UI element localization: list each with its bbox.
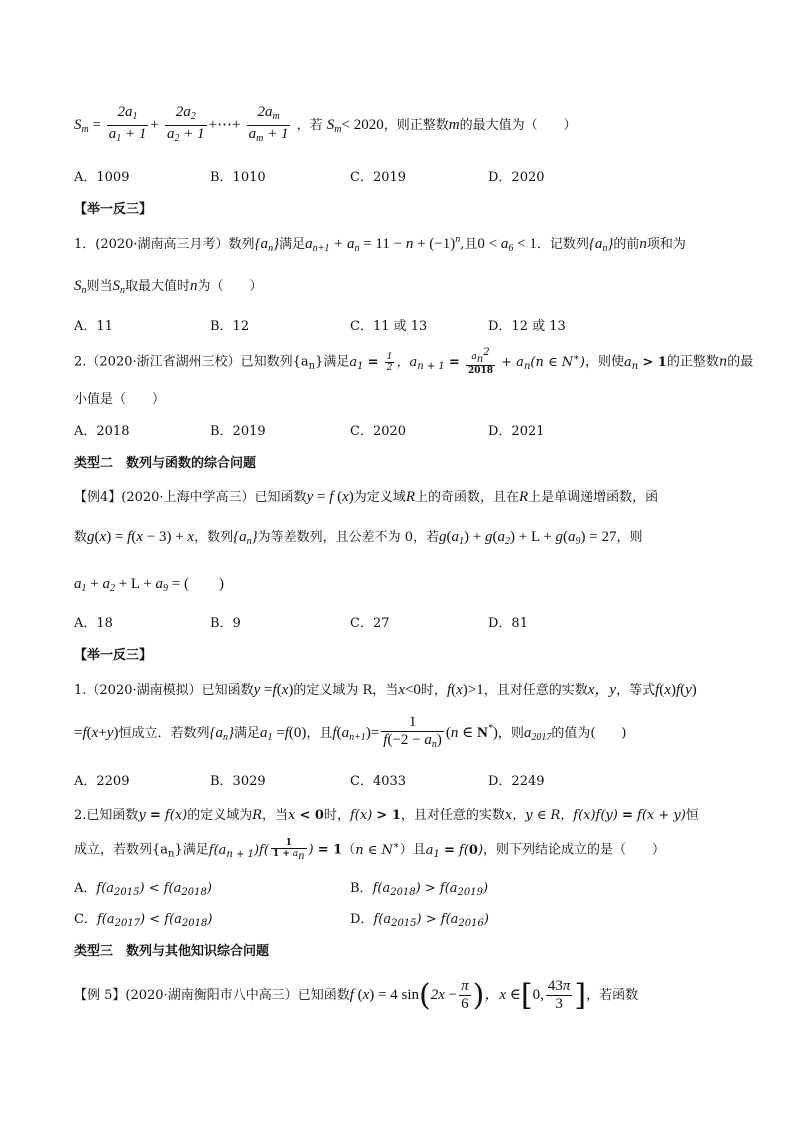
q4-option-c: C．$f(a_{2017}) < f(a_{2018})$ xyxy=(74,912,213,929)
q3-option-b: B．3029 xyxy=(210,774,266,789)
q2-option-d: D．2021 xyxy=(488,424,545,439)
q1-option-c: C．11 或 13 xyxy=(350,319,428,334)
type3-heading: 类型三 数列与其他知识综合问题 xyxy=(74,944,270,959)
q0-option-b: B．1010 xyxy=(210,170,266,185)
ex4-option-d: D．81 xyxy=(488,616,528,631)
q4-option-a: A．$f(a_{2015}) < f(a_{2018})$ xyxy=(74,881,212,898)
q1-option-d: D．12 或 13 xyxy=(488,319,566,334)
q2-option-c: C．2020 xyxy=(350,424,407,439)
ex4-option-b: B．9 xyxy=(210,616,241,631)
type2-heading: 类型二 数列与函数的综合问题 xyxy=(74,456,257,471)
q0-stem: $S_m$ = $\frac{2a_1}{a_1 + 1}$ + $\frac{2a_2}{a_2 + 1}$ +⋯+ $\frac{2a_m}{a_m + 1}$ ，若 $S_m< 2020$，则正整数m的最大值为（ ） xyxy=(74,104,577,147)
q1-option-a: A．11 xyxy=(74,319,113,334)
frac-term1: $\frac{2a_1}{a_1 + 1}$ xyxy=(108,104,147,144)
section-heading-2: 【举一反三】 xyxy=(74,648,153,663)
ex4-line3: $a_1 + a_2 + L + a_9$ = ( ) xyxy=(74,576,224,594)
q0-option-c: C．2019 xyxy=(350,170,407,185)
frac-term2: $\frac{2a_2}{a_2 + 1}$ xyxy=(166,104,205,144)
section-heading-1: 【举一反三】 xyxy=(74,202,153,217)
q2-option-a: A．2018 xyxy=(74,424,130,439)
q4-line2: 成立，若数列$\{a_n\}$满足$f(a_{n + 1})f$( $\frac{1}{1 + a_n}$ ) = 1（n ∈ N∗）且$a_1 = f(0)$，则下列结论成立的是（ ） xyxy=(74,838,666,862)
q1-line2: $S_n$则当$S_n$取最大值时n为（ ） xyxy=(74,278,263,296)
q1-option-b: B．12 xyxy=(210,319,250,334)
ex4-line1: 【例4】(2020·上海中学高三）已知函数y = f (x)为定义域R上的奇函数，且在R上是单调递增函数，函 xyxy=(74,489,659,505)
q4-option-d: D．$f(a_{2015}) > f(a_{2016})$ xyxy=(350,912,489,929)
ex4-line2: 数g(x) = f(x − 3) + x，数列$\{a_n\}$为等差数列，且公差不为 0，若$g(a_1) + g(a_2) + L + g(a_9) = 27$，则 xyxy=(74,529,643,547)
ex4-option-c: C．27 xyxy=(350,616,390,631)
q2-line2: 小值是（ ） xyxy=(74,392,166,407)
q2-line1: 2.（2020·浙江省湖州三校）已知数列$\{a_n\}$满足$a_1$ = $\frac{1}{2}$ ，$a_{n + 1}$ = $\frac{a_n^2}{2018}$ + $a_n(n$ ∈ N∗)，则使$a_n > 1$的正整数n的最 xyxy=(74,347,754,376)
ex4-option-a: A．18 xyxy=(74,616,113,631)
q3-option-c: C．4033 xyxy=(350,774,407,789)
q2-option-b: B．2019 xyxy=(210,424,266,439)
q0-option-d: D．2020 xyxy=(488,170,545,185)
q3-line2: =f(x+y)恒成立．若数列$\{a_n\}$满足$a_1 =f(0)$，且$f(a_{n+1})=$ $\frac{1}{f(-2 - a_n)}$ (n ∈ N*)，则$a_{2017}$的值为( ) xyxy=(74,714,627,750)
q3-option-a: A．2209 xyxy=(74,774,130,789)
q4-option-b: B．$f(a_{2018}) > f(a_{2019})$ xyxy=(350,881,489,898)
frac-termm: $\frac{2a_m}{a_m + 1}$ xyxy=(248,104,289,144)
ex5-line1: 【例 5】(2020·湖南衡阳市八中高三）已知函数f (x) = 4 sin(2x − $\frac{\pi}{6}$ )，x ∈[0, $\frac{43\pi}{3}$ ]，若函数 xyxy=(74,978,639,1013)
q3-option-d: D．2249 xyxy=(488,774,545,789)
q3-line1: 1.（2020·湖南模拟）已知函数y =f(x)的定义域为 R，当x<0时，f(x)>1，且对任意的实数x，y，等式f(x)f(y) xyxy=(74,682,697,698)
q0-text: ，若 xyxy=(296,118,323,133)
q1-line1: 1．(2020·湖南高三月考）数列$\{a_n\}$满足$a_{n+1} + a_n = 11 - n + (-1)^n$,且$0 < a_6 < 1$．记数列$\{a_n\}$的前n项和为 xyxy=(74,234,686,254)
q4-line1: 2.已知函数y = f(x)的定义域为R，当x < 0时，f(x) > 1，且对任意的实数x，y ∈ R，f(x)f(y) = f(x + y)恒 xyxy=(74,808,699,823)
q0-option-a: A．1009 xyxy=(74,170,130,185)
